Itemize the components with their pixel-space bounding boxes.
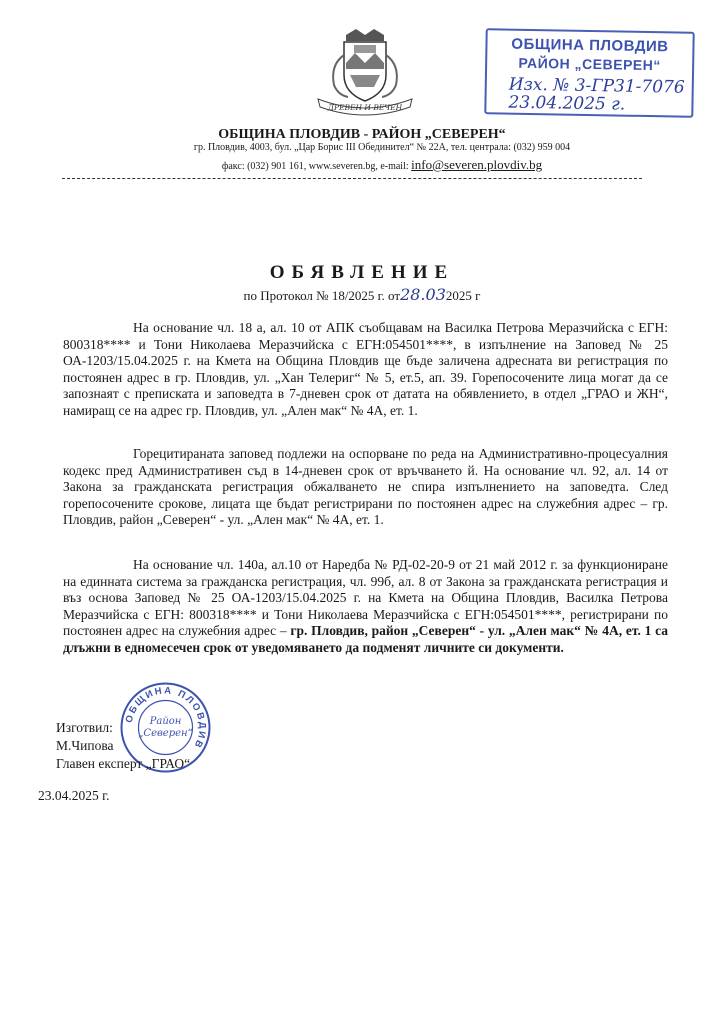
registration-stamp xyxy=(484,28,694,118)
subtitle-handwritten-date: 28.03 xyxy=(400,285,446,304)
seal-ring-text: ОБЩИНА ПЛОВДИВ xyxy=(123,685,208,751)
signature-label: Изготвил: xyxy=(56,720,113,735)
org-contacts xyxy=(0,157,724,173)
paragraph-2-text: Горецитираната заповед подлежи на оспорване по реда на Административно-процесуалния кодекс пред Административен съд в 14-дневен срок от връчването й. На основание чл. 92, ал. 14 от Закона за гражданската регистрация обжалването не спира изпълнението на заповедта. След горепосочените срокове, лицата ще бъдат регистрирани по постоянен адрес на служебния адрес – гр. Пловдив, район „Северен“ - ул. „Ален мак“ № 4А, ет. 1. xyxy=(63,446,668,527)
document-subtitle xyxy=(0,285,724,304)
stamp-line-1: ОБЩИНА ПЛОВДИВ xyxy=(511,35,669,56)
subtitle-suffix: 2025 г xyxy=(445,288,481,303)
stamp-reg-date: 23.04.2025 г. xyxy=(508,92,626,115)
org-address: гр. Пловдив, 4003, бул. „Цар Борис III Обединител“ № 22А, тел. централа: (032) 959 004 xyxy=(193,142,571,153)
paragraph-3-bold: гр. Пловдив, район „Северен“ - ул. „Ален мак“ № 4А, ет. 1 са длъжни в едномесечен срок от уведомяването да подменят личните си документи. xyxy=(63,623,668,655)
coat-of-arms-icon xyxy=(300,25,430,120)
seal-center-line-1: Район xyxy=(149,716,182,727)
paragraph-3 xyxy=(63,557,668,656)
document-title: ОБЯВЛЕНИЕ xyxy=(269,262,455,283)
document-date: 23.04.2025 г. xyxy=(38,788,110,803)
paragraph-2 xyxy=(63,446,668,529)
email-link[interactable]: info@severen.plovdiv.bg xyxy=(411,157,543,172)
signature-name: М.Чипова xyxy=(56,738,114,753)
paragraph-1-text: На основание чл. 18 а, ал. 10 от АПК съобщавам на Василка Петрова Меразчийска с ЕГН: 800318**** и Тони Николаева Меразчийска с ЕГН:054501****, в изпълнение на Заповед № 25 ОА-1203/15.04.2025 г. на Кмета на Община Пловдив ще бъде заличена адресната ви регистрация по постоянен адрес в гр. Пловдив, ул. „Хан Телериг“ № 5, ет.5, ап. 39. Горепосочените лица могат да се запознаят с преписката и заповедта в 7-дневен срок от датата на обявлението, в отдел „ГРАО и ЖН“, намиращ се на адрес гр. Пловдив, ул. „Ален мак“ № 4А, ет. 1. xyxy=(63,320,668,418)
subtitle-prefix: по Протокол № 18/2025 г. от xyxy=(243,288,401,303)
stamp-line-2: РАЙОН „СЕВЕРЕН“ xyxy=(518,54,661,74)
org-contacts-text: факс: (032) 901 161, www.severen.bg, e-mail: xyxy=(221,161,412,172)
signature-position: Главен експерт „ГРАО“ xyxy=(56,756,191,771)
paragraph-1 xyxy=(63,320,668,419)
paragraph-3-text: На основание чл. 140а, ал.10 от Наредба № РД-02-20-9 от 21 май 2012 г. за функциониране на единната система за гражданска регистрация, чл. 99б, ал. 8 от Закона за гражданската регистрация и въз основа Заповед № 25 ОА-1203/15.04.2025 г. на Кмета на Община Пловдив, Василка Петрова Меразчийска с ЕГН: 800318**** и Тони Николаева Меразчийска с ЕГН:054501****, регистрирани по постоянен адрес на служебния адрес – xyxy=(63,557,668,638)
org-name: ОБЩИНА ПЛОВДИВ - РАЙОН „СЕВЕРЕН“ xyxy=(218,127,506,142)
stamp-reg-number: Изх. № 3-ГР31-7076 xyxy=(508,74,685,98)
header-divider xyxy=(62,178,642,179)
crest-motto: ДРЕВЕН И ВЕЧЕН xyxy=(327,103,403,112)
seal-center-line-2: „Северен“ xyxy=(138,728,193,739)
